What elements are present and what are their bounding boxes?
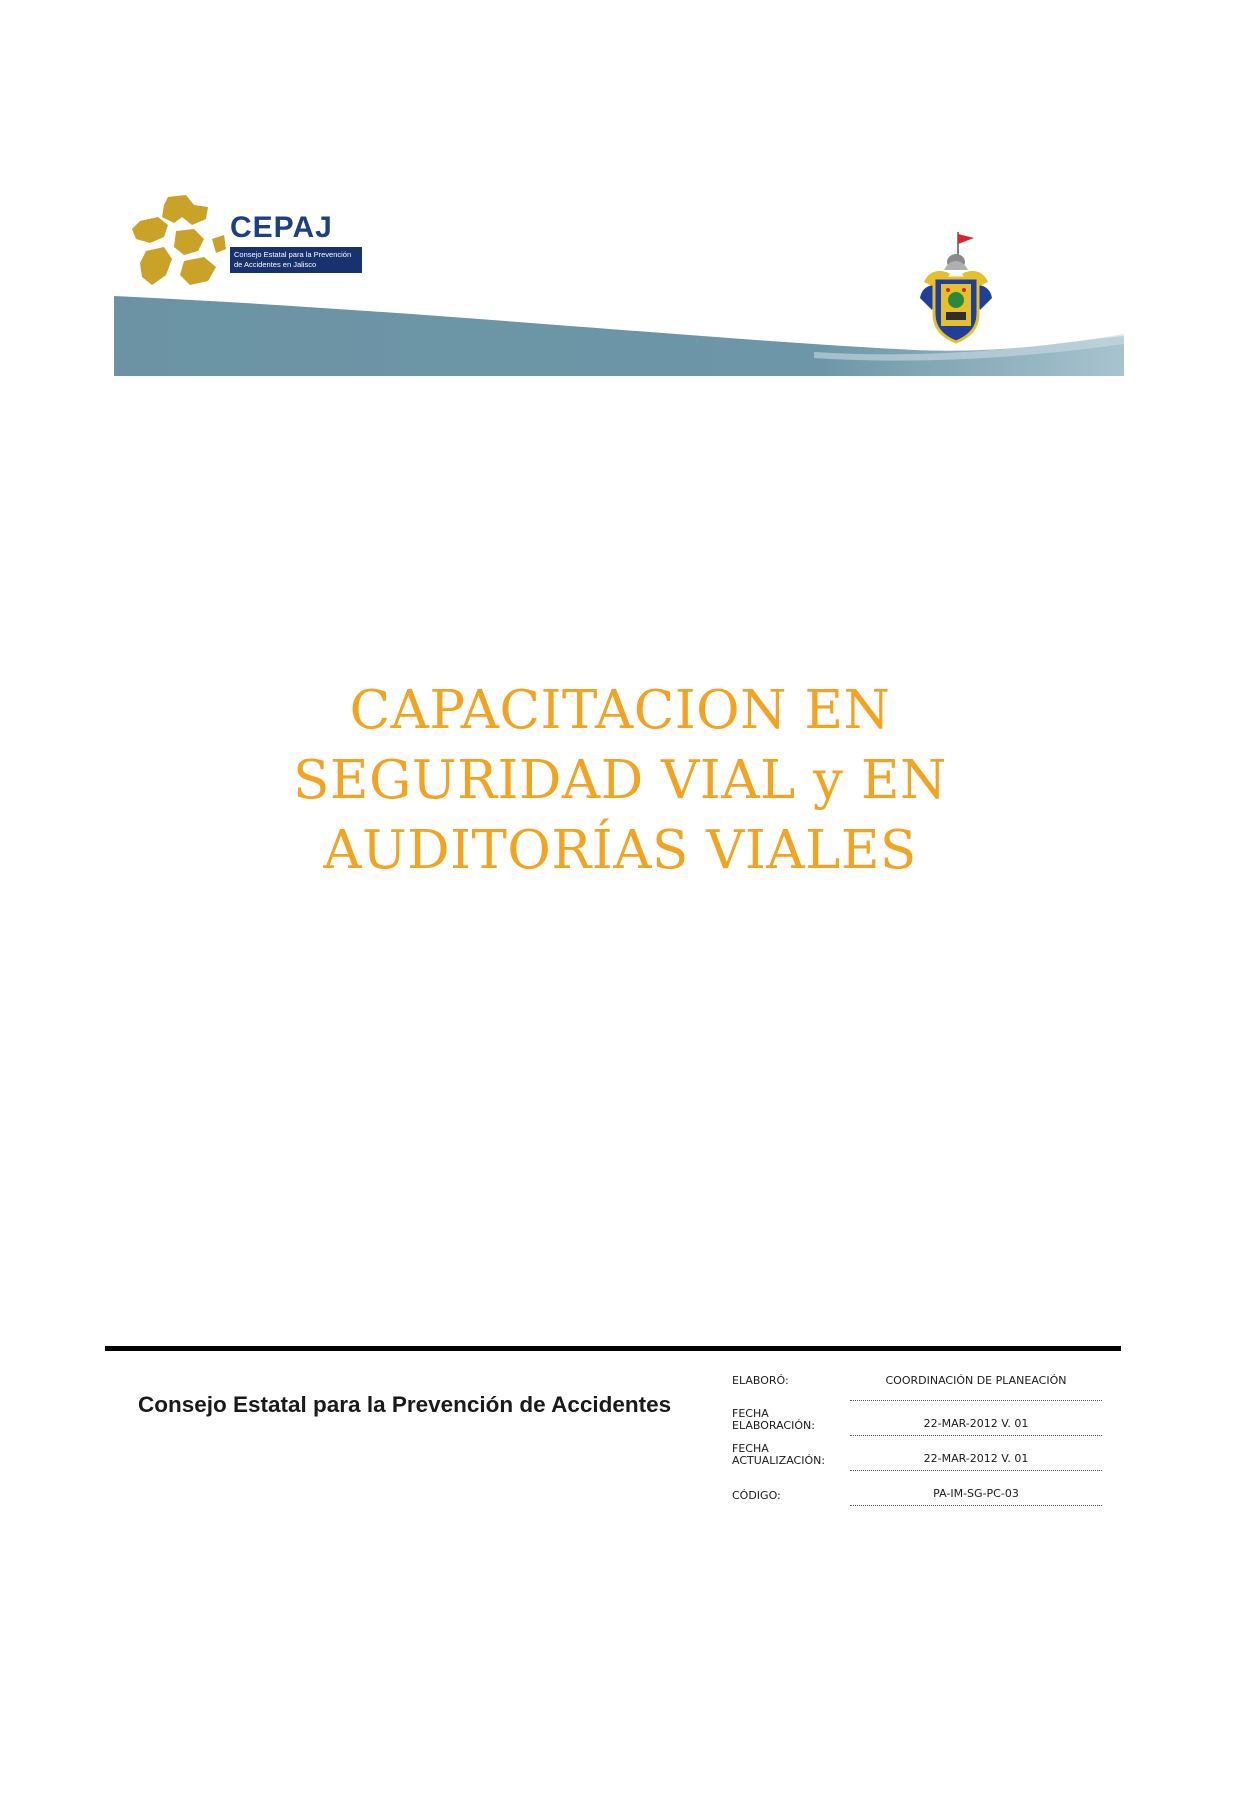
organization-name: Consejo Estatal para la Prevención de Accidentes [138,1392,672,1417]
jalisco-coat-of-arms-icon [910,228,1032,346]
meta-value: 22-MAR-2012 V. 01 [923,1417,1029,1430]
meta-value: 22-MAR-2012 V. 01 [923,1452,1029,1465]
cepaj-logo [128,195,358,293]
meta-label: FECHA ELABORACIÓN: [732,1407,815,1432]
title-line-2: SEGURIDAD VIAL y EN [293,750,947,811]
meta-rule [850,1505,1102,1506]
meta-value: PA-IM-SG-PC-03 [933,1487,1019,1500]
logo-wordmark: CEPAJ [230,211,333,244]
meta-row-fecha-actualizacion [732,1436,1102,1471]
meta-label: ELABORÓ: [732,1374,789,1387]
logo-tagline: Consejo Estatal para la Prevención de Accidentes en Jalisco [230,247,362,273]
meta-label: FECHA ACTUALIZACIÓN: [732,1442,826,1467]
title-line-3: AUDITORÍAS VIALES [323,820,917,881]
title-line-1: CAPACITACION EN [349,680,891,741]
document-meta-table [732,1366,1102,1506]
meta-row-codigo [732,1471,1102,1506]
meta-label: CÓDIGO: [732,1489,781,1502]
footer-rule [105,1346,1121,1351]
meta-value: COORDINACIÓN DE PLANEACIÓN [885,1374,1067,1387]
meta-row-fecha-elaboracion [732,1401,1102,1436]
document-title [220,676,1020,886]
meta-row-elaboro [732,1366,1102,1401]
jalisco-map-logo-icon [128,195,228,293]
